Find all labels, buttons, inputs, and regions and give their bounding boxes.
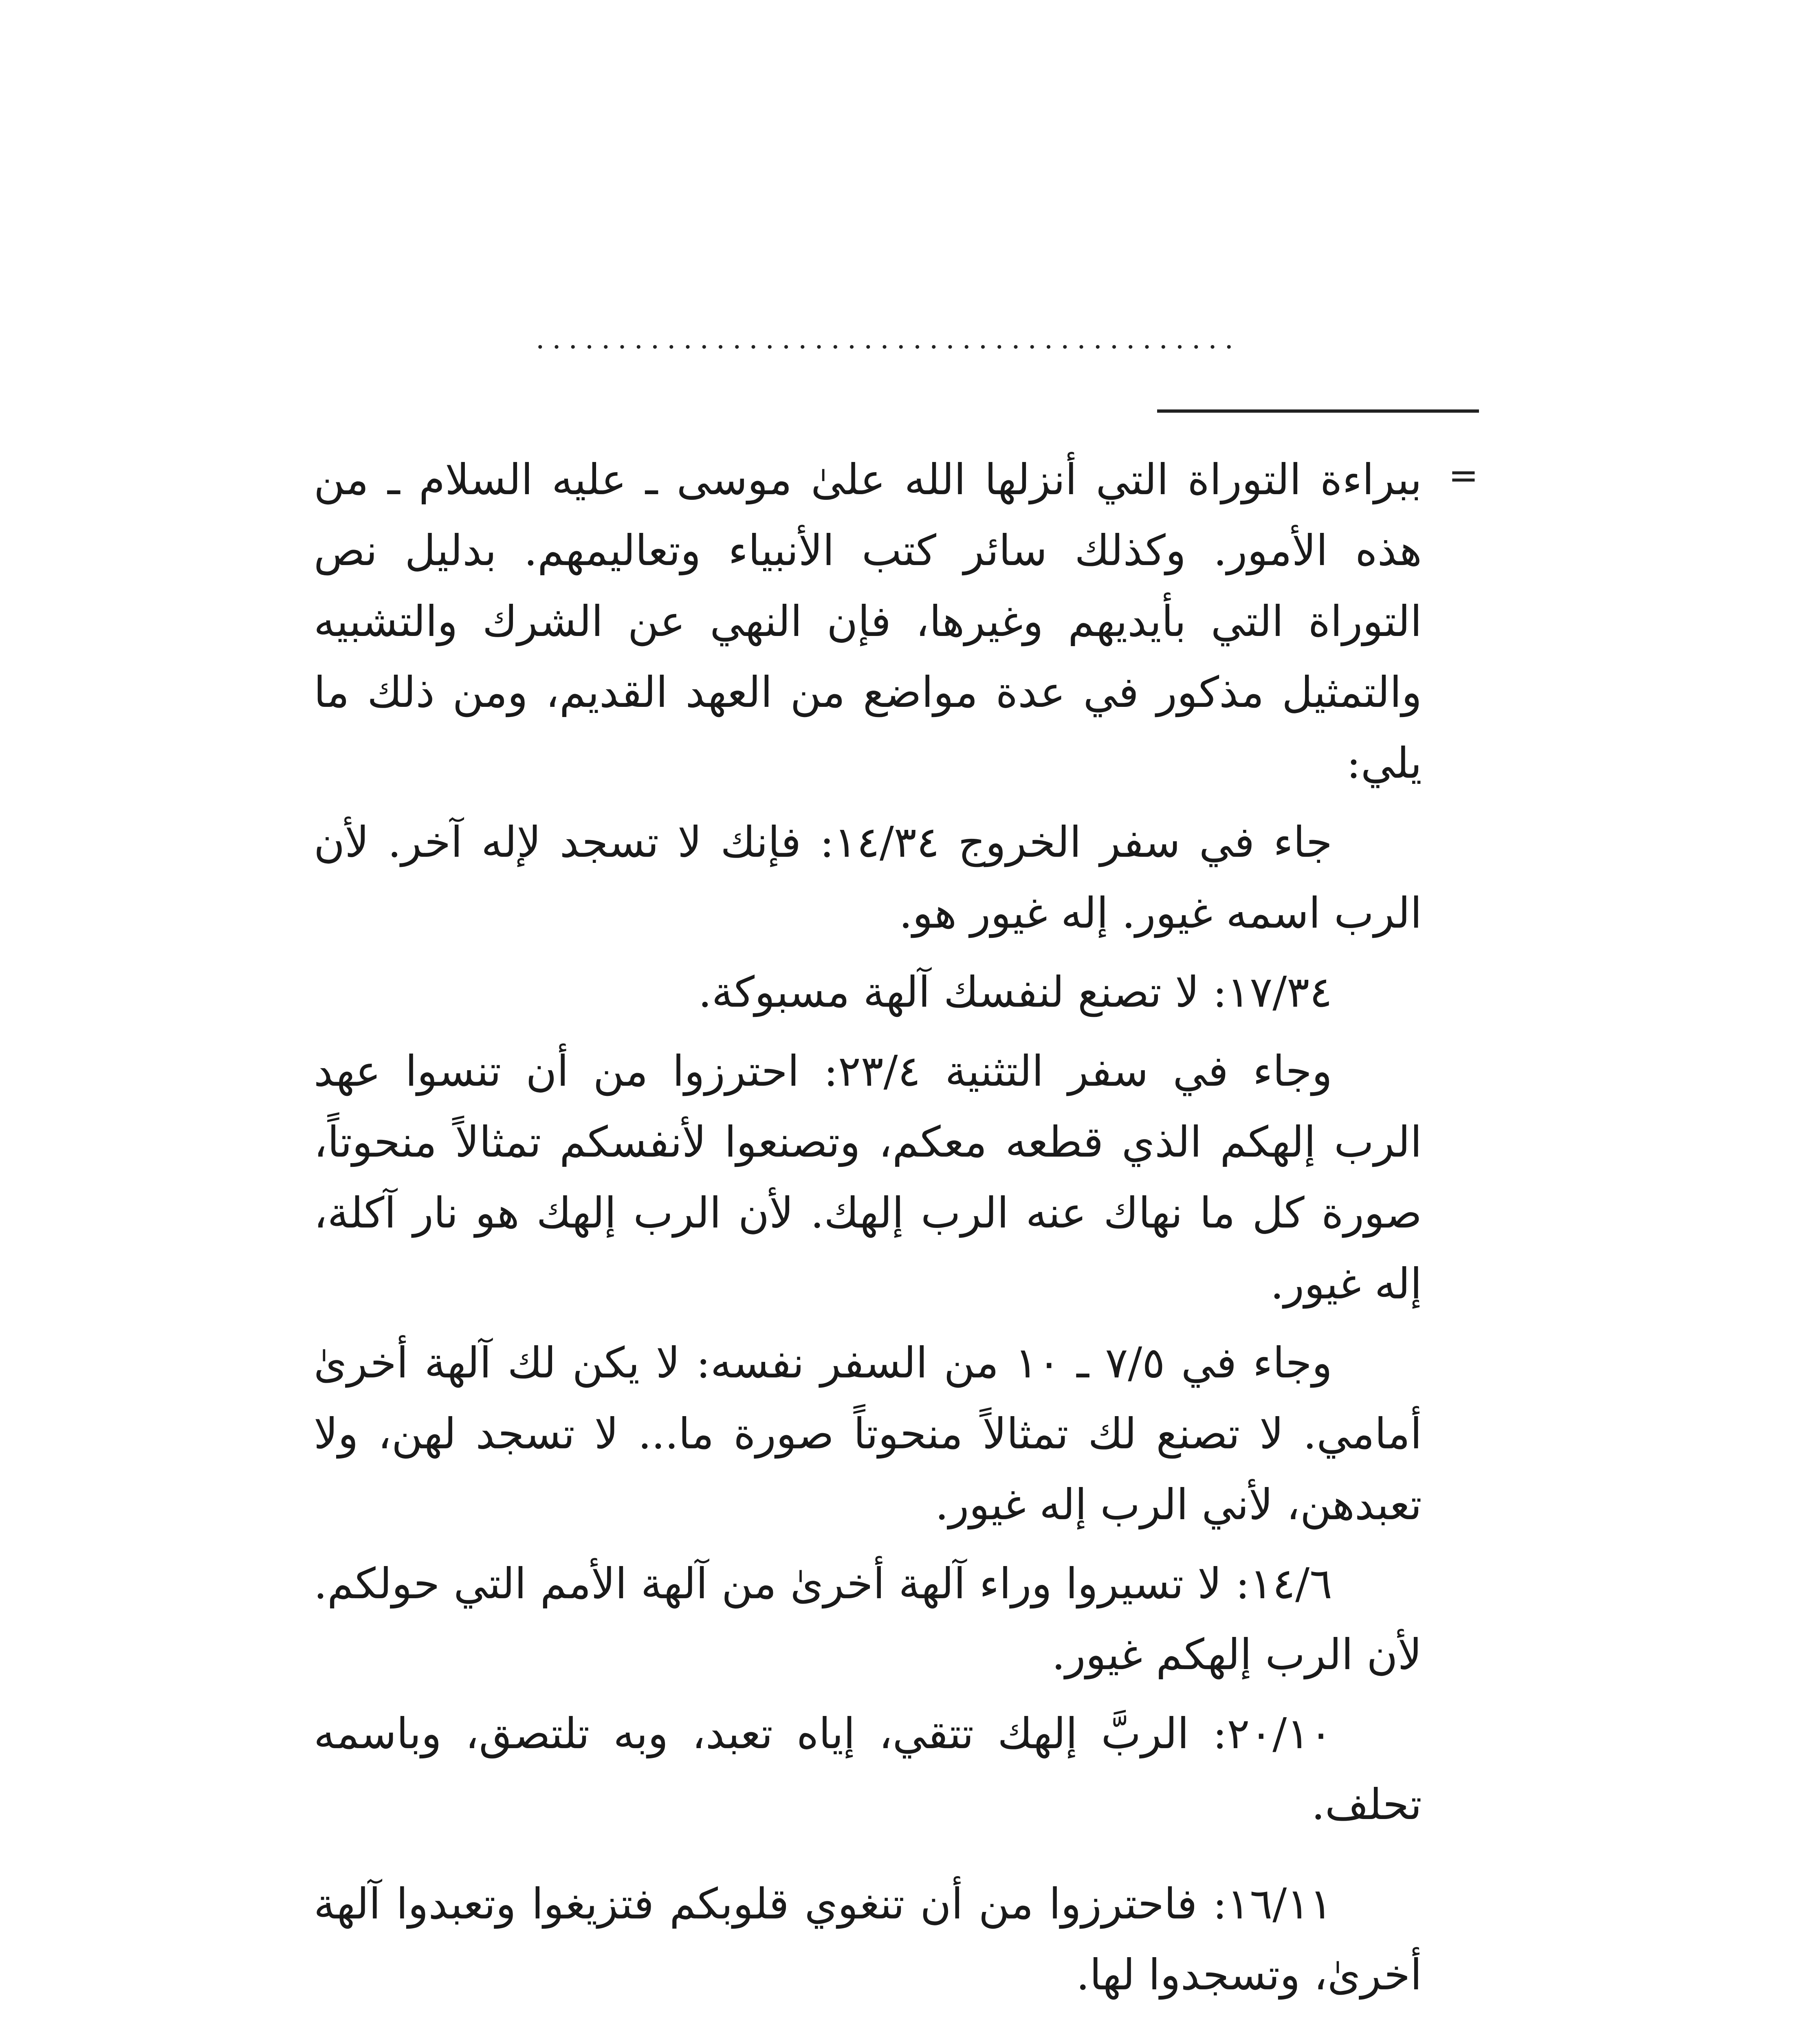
- paragraph-deuteronomy-10: ٢٠/١٠: الربَّ إلهك تتقي، إياه تعبد، وبه تلتصق، وباسمه تحلف.: [314, 1709, 1422, 1829]
- continuation-mark-top: =: [1448, 454, 1479, 496]
- paragraph-deuteronomy: وجاء في سفر التثنية ٢٣/٤: احترزوا من أن تنسوا عهد الرب إلهكم الذي قطعه معكم، وتصنعوا لأنفسكم تمثالاً منحوتاً، صورة كل ما نهاك عنه الرب إلهك. لأن الرب إلهك هو نار آكلة، إله غيور.: [314, 1046, 1422, 1309]
- footnote-rule: [1157, 409, 1479, 413]
- paragraph-intro: ببراءة التوراة التي أنزلها الله علىٰ موسى ـ عليه السلام ـ من هذه الأمور. وكذلك سائر كتب الأنبياء وتعاليمهم. بدليل نص التوراة التي بأيديهم وغيرها، فإن النهي عن الشرك والتشبيه والتمثيل مذكور في عدة مواضع من العهد القديم، ومن ذلك ما يلي:: [314, 455, 1422, 788]
- footnote-separator-dots: ...........................................: [535, 322, 1241, 355]
- paragraph-exodus-17: ١٧/٣٤: لا تصنع لنفسك آلهة مسبوكة.: [698, 967, 1332, 1017]
- paragraph-deuteronomy-11: ١٦/١١: فاحترزوا من أن تنغوي قلوبكم فتزيغوا وتعبدوا آلهة أخرىٰ، وتسجدوا لها.: [314, 1879, 1422, 2000]
- paragraph-deuteronomy-6: ١٤/٦: لا تسيروا وراء آلهة أخرىٰ من آلهة الأمم التي حولكم. لأن الرب إلهكم غيور.: [314, 1559, 1422, 1679]
- paragraph-deuteronomy-5: وجاء في ٧/٥ ـ ١٠ من السفر نفسه: لا يكن لك آلهة أخرىٰ أمامي. لا تصنع لك تمثالاً منحوتاً صورة ما... لا تسجد لهن، ولا تعبدهن، لأني الرب إله غيور.: [314, 1338, 1422, 1529]
- footnote-body: [314, 444, 1422, 2037]
- paragraph-exodus: جاء في سفر الخروج ١٤/٣٤: فإنك لا تسجد لإله آخر. لأن الرب اسمه غيور. إله غيور هو.: [314, 817, 1422, 938]
